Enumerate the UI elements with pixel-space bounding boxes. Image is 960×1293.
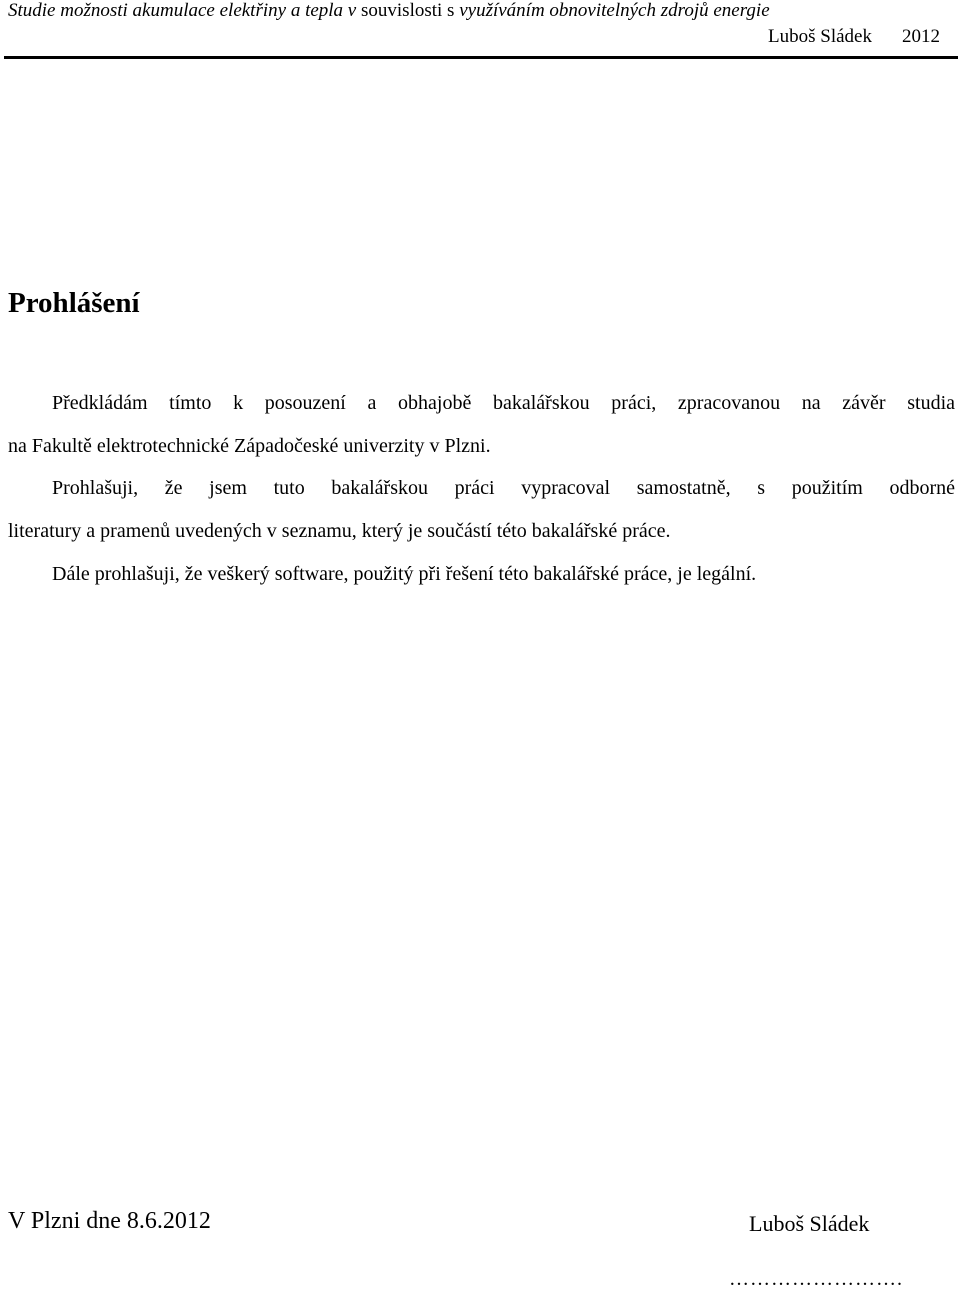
header-author: Luboš Sládek	[768, 26, 872, 47]
header-title-part: využíváním obnovitelných zdrojů energie	[459, 0, 770, 21]
running-header-meta	[768, 26, 940, 48]
paragraph-line: na Fakultě elektrotechnické Západočeské univerzity v Plzni.	[8, 435, 491, 457]
paragraph-line: Dále prohlašuji, že veškerý software, použitý při řešení této bakalářské práce, je legální.	[52, 563, 757, 585]
header-title-part: Studie možnosti akumulace elektřiny a tepla v	[8, 0, 361, 21]
header-year: 2012	[902, 26, 940, 47]
header-rule	[4, 56, 958, 59]
signature-name: Luboš Sládek	[749, 1211, 870, 1236]
page-title: Prohlášení	[8, 287, 140, 319]
paragraph-line: Prohlašuji, že jsem tuto bakalářskou práci vypracoval samostatně, s použitím odborné	[52, 477, 955, 499]
signature-line: …………………….	[729, 1268, 903, 1290]
place-and-date: V Plzni dne 8.6.2012	[8, 1208, 211, 1234]
header-title-part: souvislosti s	[361, 0, 460, 21]
paragraph-line: Předkládám tímto k posouzení a obhajobě bakalářskou práci, zpracovanou na závěr studia	[52, 392, 955, 414]
running-header-title	[8, 0, 770, 22]
paragraph-line: literatury a pramenů uvedených v seznamu, který je součástí této bakalářské práce.	[8, 520, 671, 542]
